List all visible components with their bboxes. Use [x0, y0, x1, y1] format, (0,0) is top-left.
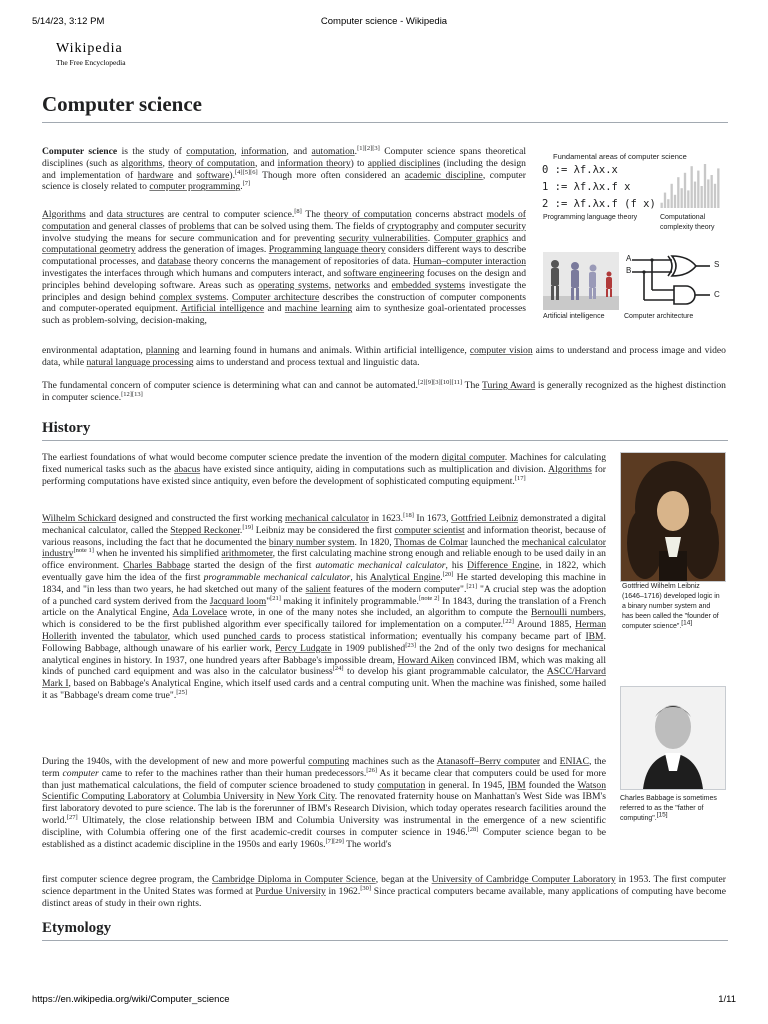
print-timestamp: 5/14/23, 3:12 PM — [32, 16, 105, 27]
caption-artificial-intelligence[interactable]: Artificial intelligence — [543, 313, 605, 320]
history-paragraph-3-continued: first computer science degree program, the Cambridge Diploma in Computer Science, began at the University of Cambridge Computer Laboratory in 1953. The first computer science department in the United States was formed at Purdue University in 1962.[30] Since practical computers became available, many applications of computing have become distinct areas of study in their own rights. — [42, 874, 726, 909]
babbage-caption — [620, 794, 720, 824]
print-tab-title: Computer science - Wikipedia — [320, 16, 448, 27]
circuit-label-b: B — [626, 266, 632, 275]
babbage-caption-ref[interactable]: [15] — [656, 811, 668, 819]
wikipedia-logo[interactable] — [56, 42, 126, 67]
lead-paragraph-3: The fundamental concern of computer science is determining what can and cannot be automated.[2][9][3][10][11] The Turing Award is generally recognized as the highest distinction in computer science.[12][13] — [42, 378, 726, 403]
babbage-portrait-image[interactable] — [620, 686, 726, 790]
complexity-chart-bar — [684, 173, 686, 208]
complexity-chart-bar — [707, 179, 709, 208]
leibniz-caption-ref[interactable]: [14] — [681, 619, 693, 627]
circuit-label-s: S — [714, 260, 720, 269]
artificial-intelligence-image[interactable] — [543, 252, 619, 310]
babbage-caption-text: Charles Babbage is sometimes referred to as the "father of computing". — [620, 795, 717, 822]
logo-tagline: The Free Encyclopedia — [56, 58, 126, 67]
complexity-chart-bar — [697, 171, 699, 208]
complexity-chart-bar — [671, 184, 673, 208]
page-title: Computer science — [42, 92, 202, 116]
leibniz-caption — [622, 582, 722, 632]
caption-programming-language-theory[interactable]: Programming language theory — [543, 214, 638, 221]
computer-architecture-circuit-image[interactable] — [622, 252, 722, 310]
complexity-chart-bar — [701, 186, 703, 208]
complexity-chart-bar — [694, 182, 696, 208]
logo-wordmark: Wikipedia — [56, 41, 123, 56]
etymology-divider — [42, 940, 728, 941]
lambda-line: 0 := λf.λx.x — [542, 164, 618, 176]
history-paragraph-1: The earliest foundations of what would become computer science predate the invention of the modern digital computer. Machines for calculating fixed numerical tasks such as the abacus have existed since antiquity, aiding in computations such as multiplication and division. Algorithms for performing computations have existed since antiquity, even before the development of sophisticated computing equipment.[17] — [42, 452, 606, 487]
caption-computational-complexity-theory[interactable]: Computational complexity theory — [660, 214, 715, 231]
complexity-chart-bar — [704, 164, 706, 208]
section-heading-history: History — [42, 420, 91, 436]
print-page-number: 1/11 — [718, 994, 736, 1005]
complexity-chart-bar — [687, 190, 689, 208]
complexity-chart-bar — [711, 175, 713, 208]
lead-paragraph-1: Computer science is the study of computation, information, and automation.[1][2][3] Computer science spans theoretical disciplines (such as algorithms, theory of computation, and information theory) to applied disciplines (including the design and implementation of hardware and software).[4][5][6] Though more often considered an academic discipline, computer science is closely related to computer programming.[7] — [42, 144, 526, 193]
leibniz-caption-text: Gottfried Wilhelm Leibniz (1646–1716) developed logic in a binary number system and has been called the "founder of computer science". — [622, 583, 720, 630]
caption-computer-architecture[interactable]: Computer architecture — [624, 313, 694, 320]
lambda-line: 1 := λf.λx.f x — [542, 181, 631, 193]
lead-paragraph-2: Algorithms and data structures are central to computer science.[8] The theory of computation concerns abstract models of computation and general classes of problems that can be solved using them. The fields of cryptography and computer security involve studying the means for secure communication and for preventing security vulnerabilities. Computer graphics and computational geometry address the generation of images. Programming language theory considers different ways to describe computational processes, and database theory concerns the management of repositories of data. Human–computer interaction investigates the interfaces through which humans and computers interact, and software engineering focuses on the design and principles behind developing software. Areas such as operating systems, networks and embedded systems investigate the principles and design behind complex systems. Computer architecture describes the construction of computer components and computer-operated equipment. Artificial intelligence and machine learning aim to synthesize goal-orientated processes such as problem-solving, decision-making, — [42, 207, 527, 327]
title-divider — [42, 122, 728, 123]
lead-paragraph-2-continued: environmental adaptation, planning and learning found in humans and animals. Within artificial intelligence, computer vision aims to understand and process image and video data, while natural language processing aims to understand and process textual and linguistic data. — [42, 345, 726, 368]
circuit-label-a: A — [626, 254, 632, 263]
complexity-chart-bar — [661, 203, 663, 208]
lambda-line: 2 := λf.λx.f (f x) — [542, 198, 656, 210]
circuit-label-c: C — [714, 290, 720, 299]
lambda-calculus-snippet — [542, 162, 657, 213]
complexity-chart-bar — [717, 168, 719, 208]
section-heading-etymology: Etymology — [42, 920, 112, 936]
history-divider — [42, 440, 728, 441]
complexity-chart-bar — [714, 184, 716, 208]
complexity-chart-bar — [664, 193, 666, 208]
print-url[interactable]: https://en.wikipedia.org/wiki/Computer_science — [32, 994, 230, 1005]
history-paragraph-2: Wilhelm Schickard designed and constructed the first working mechanical calculator in 1623.[18] In 1673, Gottfried Leibniz demonstrated a digital mechanical calculator, called the Stepped Reckoner.[19] Leibniz may be considered the first computer scientist and information theorist, because of various reasons, including the fact that he documented the binary number system. In 1820, Thomas de Colmar launched the mechanical calculator industry[note 1] when he invented his simplified arithmometer, the first calculating machine strong enough and reliable enough to be used daily in an office environment. Charles Babbage started the design of the first automatic mechanical calculator, his Difference Engine, in 1822, which eventually gave him the idea of the first programmable mechanical calculator, his Analytical Engine.[20] He started developing this machine in 1834, and "in less than two years, he had sketched out many of the salient features of the modern computer".[21] "A crucial step was the adoption of a punched card system derived from the Jacquard loom"[21] making it infinitely programmable.[note 2] In 1843, during the translation of a French article on the Analytical Engine, Ada Lovelace wrote, in one of the many notes she included, an algorithm to compute the Bernoulli numbers, which is considered to be the first published algorithm ever specifically tailored for implementation on a computer.[22] Around 1885, Herman Hollerith invented the tabulator, which used punched cards to process statistical information; eventually his company became part of IBM. Following Babbage, although unaware of his earlier work, Percy Ludgate in 1909 published[23] the 2nd of the only two designs for mechanical analytical engines in history. In 1937, one hundred years after Babbage's impossible dream, Howard Aiken convinced IBM, which was making all kinds of punched card equipment and was also in the calculator business[24] to develop his giant programmable calculator, the ASCC/Harvard Mark I, based on Babbage's Analytical Engine, which itself used cards and a central computing unit. When the machine was finished, some hailed it as "Babbage's dream come true".[25] — [42, 511, 607, 701]
complexity-chart-bar — [681, 188, 683, 208]
complexity-chart-bar — [667, 199, 669, 208]
figure-title: Fundamental areas of computer science — [553, 152, 687, 161]
history-paragraph-3: During the 1940s, with the development of new and more powerful computing machines such as the Atanasoff–Berry computer and ENIAC, the term computer came to refer to the machines rather than their human predecessors.[26] As it became clear that computers could be used for more than just mathematical calculations, the field of computer science broadened to study computation in general. In 1945, IBM founded the Watson Scientific Computing Laboratory at Columbia University in New York City. The renovated fraternity house on Manhattan's West Side was IBM's first laboratory devoted to pure science. The lab is the forerunner of IBM's Research Division, which today operates research facilities around the world.[27] Ultimately, the close relationship between IBM and Columbia University was instrumental in the emergence of a new scientific discipline, with Columbia offering one of the first academic-credit courses in computer science in 1946.[28] Computer science began to be established as a distinct academic discipline in the 1950s and early 1960s.[7][29] The world's — [42, 756, 606, 850]
complexity-chart-bar — [677, 177, 679, 208]
leibniz-portrait-image[interactable] — [620, 452, 726, 582]
complexity-chart-bar — [691, 166, 693, 208]
complexity-chart-image[interactable] — [660, 162, 720, 208]
complexity-chart-bar — [674, 195, 676, 208]
